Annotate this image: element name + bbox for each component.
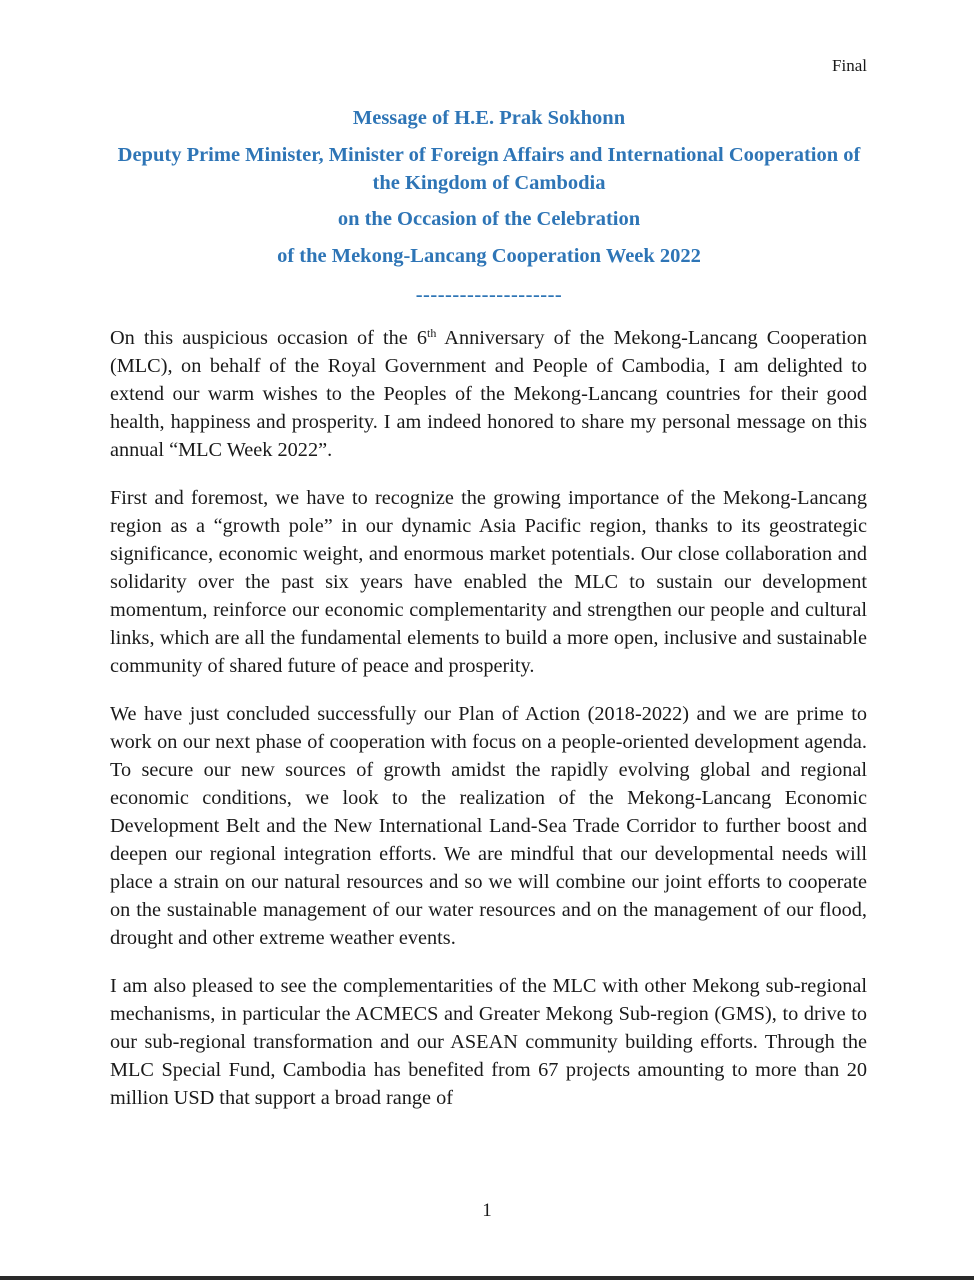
page-bottom-edge	[0, 1276, 974, 1280]
paragraph-anniversary-start: On this auspicious occasion of the 6	[110, 327, 427, 349]
document-status-label: Final	[832, 56, 867, 75]
heading-divider: --------------------	[415, 284, 563, 306]
paragraph-anniversary	[110, 324, 867, 464]
paragraph-complementarities: I am also pleased to see the complementarities of the MLC with other Mekong sub-regional mechanisms, in particular the ACMECS and Greater Mekong Sub-region (GMS), to drive to our sub-regional transformation and our ASEAN community building efforts. Through the MLC Special Fund, Cambodia has benefited from 67 projects amounting to more than 20 million USD that support a broad range of	[110, 975, 867, 1109]
message-body	[110, 324, 867, 1132]
occasion-line: on the Occasion of the Celebration	[337, 208, 641, 230]
paragraph-growth-pole: First and foremost, we have to recognize the growing importance of the Mekong-Lancang region as a “growth pole” in our dynamic Asia Pacific region, thanks to its geostrategic significance, economic weight, and enormous market potentials. Our close collaboration and solidarity over the past six years have enabled the MLC to sustain our development momentum, reinforce our economic complementarity and strengthen our people and cultural links, which are all the fundamental elements to build a more open, inclusive and sustainable community of shared future of peace and prosperity.	[110, 487, 867, 677]
speaker-title: Deputy Prime Minister, Minister of Foreign Affairs and International Cooperation of the Kingdom of Cambodia	[117, 144, 861, 194]
event-name-line: of the Mekong-Lancang Cooperation Week 2022	[277, 245, 701, 267]
paragraph-anniversary-rest: Anniversary of the Mekong-Lancang Cooperation (MLC), on behalf of the Royal Government and People of Cambodia, I am delighted to extend our warm wishes to the Peoples of the Mekong-Lancang countries for their good health, happiness and prosperity. I am indeed honored to share my personal message on this annual “MLC Week 2022”.	[110, 327, 867, 461]
paragraph-plan-of-action: We have just concluded successfully our Plan of Action (2018-2022) and we are prime to work on our next phase of cooperation with focus on a people-oriented development agenda. To secure our new sources of growth amidst the rapidly evolving global and regional economic conditions, we look to the realization of the Mekong-Lancang Economic Development Belt and the New International Land-Sea Trade Corridor to further boost and deepen our regional integration efforts. We are mindful that our developmental needs will place a strain on our natural resources and so we will combine our joint efforts to cooperate on the sustainable management of our water resources and on the management of our flood, drought and other extreme weather events.	[110, 703, 867, 949]
page-number: 1	[482, 1200, 492, 1221]
ordinal-suffix: th	[427, 326, 437, 340]
message-title: Message of H.E. Prak Sokhonn	[352, 107, 626, 129]
